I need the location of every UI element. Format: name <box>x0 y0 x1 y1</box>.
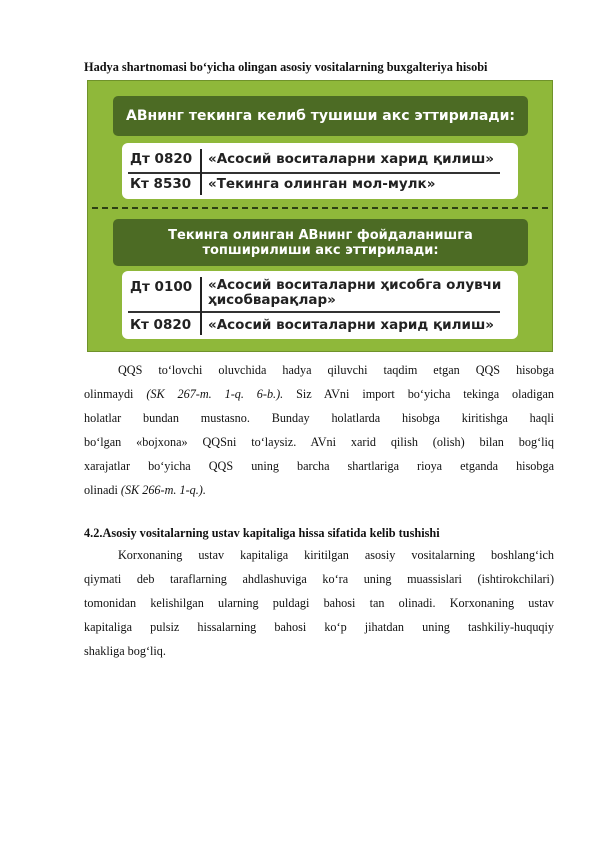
para1-line2 <box>84 382 554 406</box>
section-heading: 4.2.Asosiy vositalarning ustav kapitaliga hissa sifatida kelib tushishi <box>84 526 440 540</box>
para1-line4: bo‘lgan «bojxona» QQSni to‘laysiz. AVni xarid qilish (olish) bilan bog‘liq <box>84 435 554 449</box>
receipt-panel-heading: АВнинг текинга келиб тушиши акс эттирилади: <box>113 96 528 136</box>
text: Siz AVni import bo‘yicha tekinga oladigan <box>283 387 554 401</box>
paragraph-charter-capital <box>84 543 554 663</box>
accounting-entries-figure <box>87 80 553 352</box>
commissioning-heading-line2: топширилиши акс эттирилади: <box>202 242 439 258</box>
para2-line1: Korxonaning ustav kapitaliga kiritilgan asosiy vositalarning boshlang‘ich <box>118 548 554 562</box>
para1-line6 <box>84 478 554 502</box>
debit-account: Дт 0820 <box>130 151 193 167</box>
para2-line3: tomonidan kelishilgan ularning puldagi bahosi tan olinadi. Korxonaning ustav <box>84 596 554 610</box>
debit-description: «Асосий воситаларни харид қилиш» <box>208 151 494 167</box>
commissioning-heading-line1: Текинга олинган АВнинг фойдаланишга <box>168 227 473 243</box>
text: olinmaydi <box>84 387 147 401</box>
account-separator <box>200 149 202 195</box>
credit-account: Кт 0820 <box>130 317 192 333</box>
para2-line5: shakliga bog‘liq. <box>84 644 166 658</box>
text: olinadi <box>84 483 121 497</box>
para1-line1: QQS to‘lovchi oluvchida hadya qiluvchi taqdim etgan QQS hisobga <box>118 363 554 377</box>
dashed-separator <box>92 207 548 209</box>
para2-line4: kapitaliga pulsiz hissalarning bahosi ko‘p jihatdan uning tashkiliy-huquqiy <box>84 620 554 634</box>
receipt-entries-card <box>122 143 518 199</box>
document-title: Hadya shartnomasi bo‘yicha olingan asosiy vositalarning buxgalteriya hisobi <box>84 60 488 74</box>
credit-description: «Текинга олинган мол-мулк» <box>208 176 436 192</box>
credit-description: «Асосий воситаларни харид қилиш» <box>208 317 494 333</box>
tax-code-reference: (SK 266-m. 1-q.). <box>120 483 206 497</box>
commissioning-entries-card <box>122 271 518 339</box>
entry-divider <box>128 311 500 313</box>
para2-line2: qiymati deb taraflarning ahdlashuviga ko‘ra uning muassislari (ishtirokchilari) <box>84 572 554 586</box>
tax-code-reference: (SK 267-m. 1-q. 6-b.). <box>146 387 284 401</box>
account-separator <box>200 277 202 335</box>
debit-description-line1: «Асосий воситаларни ҳисобга олувчи <box>208 277 502 293</box>
credit-account: Кт 8530 <box>130 176 192 192</box>
paragraph-vat <box>84 358 554 502</box>
debit-description-line2: ҳисобварақлар» <box>208 292 336 308</box>
commissioning-panel-heading <box>113 219 528 266</box>
debit-account: Дт 0100 <box>130 279 193 295</box>
para1-line5: xarajatlar bo‘yicha QQS uning barcha shartlariga rioya etganda hisobga <box>84 459 554 473</box>
para1-line3: holatlar bundan mustasno. Bunday holatlarda hisobga kiritishga haqli <box>84 411 554 425</box>
entry-divider <box>128 172 500 174</box>
